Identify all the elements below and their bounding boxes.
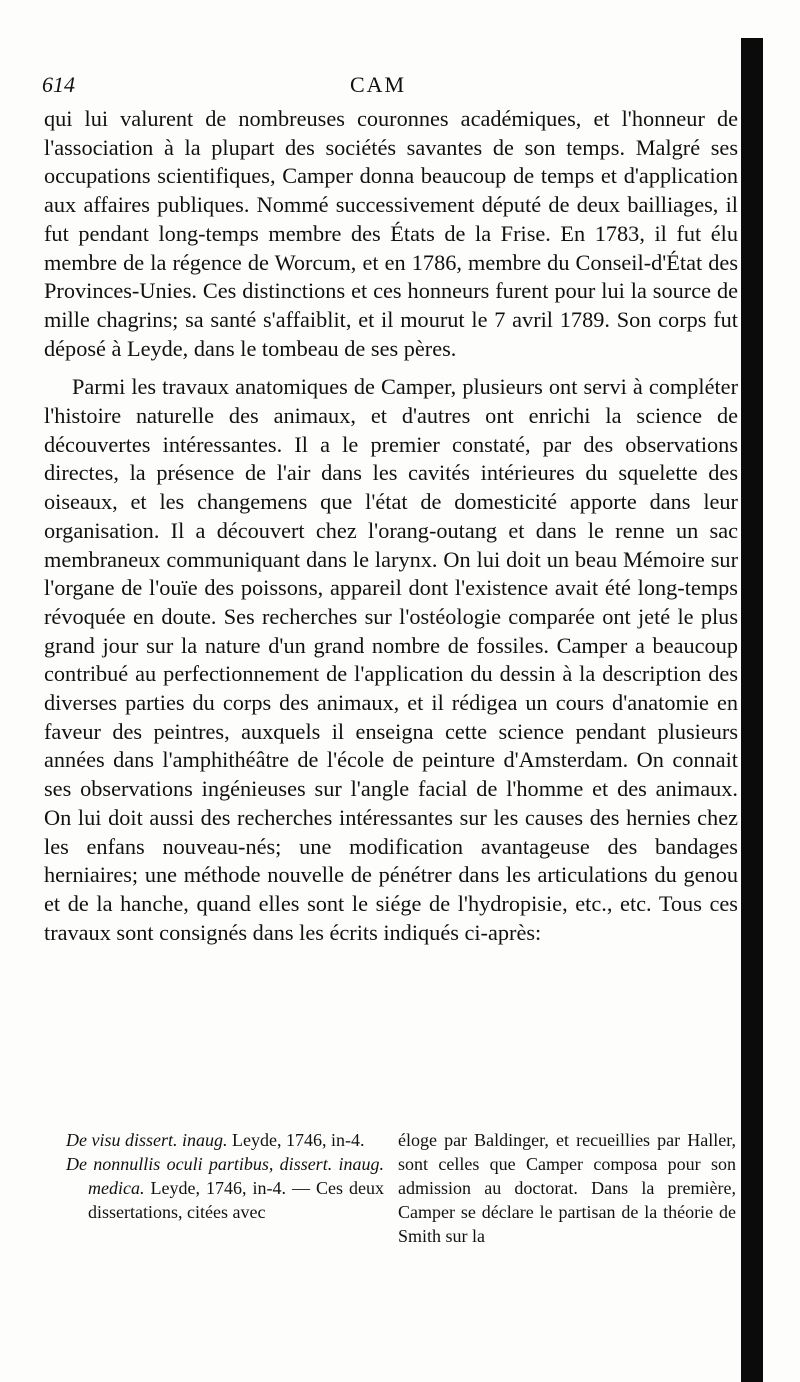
bibliography-columns bbox=[66, 1128, 736, 1268]
entry-title: De nonnullis oculi partibus, dissert. inaug. medica. bbox=[66, 1154, 384, 1198]
entry-title: De visu dissert. inaug. bbox=[66, 1130, 228, 1150]
entry-details: Leyde, 1746, in-4. bbox=[227, 1130, 365, 1150]
entry-details: Leyde, 1746, in-4. — Ces deux dissertations, citées avec bbox=[88, 1178, 384, 1222]
running-head bbox=[42, 72, 732, 102]
page-number: 614 bbox=[42, 72, 75, 97]
running-title: CAM bbox=[350, 72, 407, 97]
scan-edge-bar bbox=[741, 38, 763, 1382]
bibliography-left-column bbox=[66, 1128, 384, 1224]
bibliography-entry bbox=[66, 1128, 384, 1152]
bibliography-entry bbox=[66, 1152, 384, 1224]
bibliography-right-column bbox=[398, 1128, 736, 1248]
main-text bbox=[44, 105, 738, 947]
paragraph-2: Parmi les travaux anatomiques de Camper, plusieurs ont servi à compléter l'histoire naturelle des animaux, et d'autres ont enrichi la science de découvertes intéressantes. Il a le premier constaté, par des observations directes, la présence de l'air dans les cavités intérieures du squelette des oiseaux, et les changemens que l'état de domesticité apporte dans leur organisation. Il a découvert chez l'orang-outang et dans le renne un sac membraneux communiquant dans le larynx. On lui doit un beau Mémoire sur l'organe de l'ouïe des poissons, appareil dont l'existence avait été long-temps révoquée en doute. Ses recherches sur l'ostéologie comparée ont jeté le plus grand jour sur la nature d'un grand nombre de fossiles. Camper a beaucoup contribué au perfectionnement de l'application du dessin à la description des diverses parties du corps des animaux, et il rédigea un cours d'anatomie en faveur des peintres, auxquels il enseigna cette science pendant plusieurs années dans l'amphithéâtre de l'école de peinture d'Amsterdam. On connait ses observations ingénieuses sur l'angle facial de l'homme et des animaux. On lui doit aussi des recherches intéressantes sur les causes des hernies chez les enfans nouveau-nés; une modification avantageuse des bandages herniaires; une méthode nouvelle de pénétrer dans les articulations du genou et de la hanche, quand elles sont le siége de l'hydropisie, etc., etc. Tous ces travaux sont consignés dans les écrits indiqués ci-après: bbox=[44, 374, 738, 945]
bibliography-note: éloge par Baldinger, et recueillies par Haller, sont celles que Camper composa pour son admission au doctorat. Dans la première, Camper se déclare le partisan de la théorie de Smith sur la bbox=[398, 1130, 736, 1246]
paragraph-1: qui lui valurent de nombreuses couronnes académiques, et l'honneur de l'association à la plupart des sociétés savantes de son temps. Malgré ses occupations scientifiques, Camper donna beaucoup de temps et d'application aux affaires publiques. Nommé successivement député de deux bailliages, il fut pendant long-temps membre des États de la Frise. En 1783, il fut élu membre de la régence de Worcum, et en 1786, membre du Conseil-d'État des Provinces-Unies. Ces distinctions et ces honneurs furent pour lui la source de mille chagrins; sa santé s'affaiblit, et il mourut le 7 avril 1789. Son corps fut déposé à Leyde, dans le tombeau de ses pères. bbox=[44, 106, 738, 361]
